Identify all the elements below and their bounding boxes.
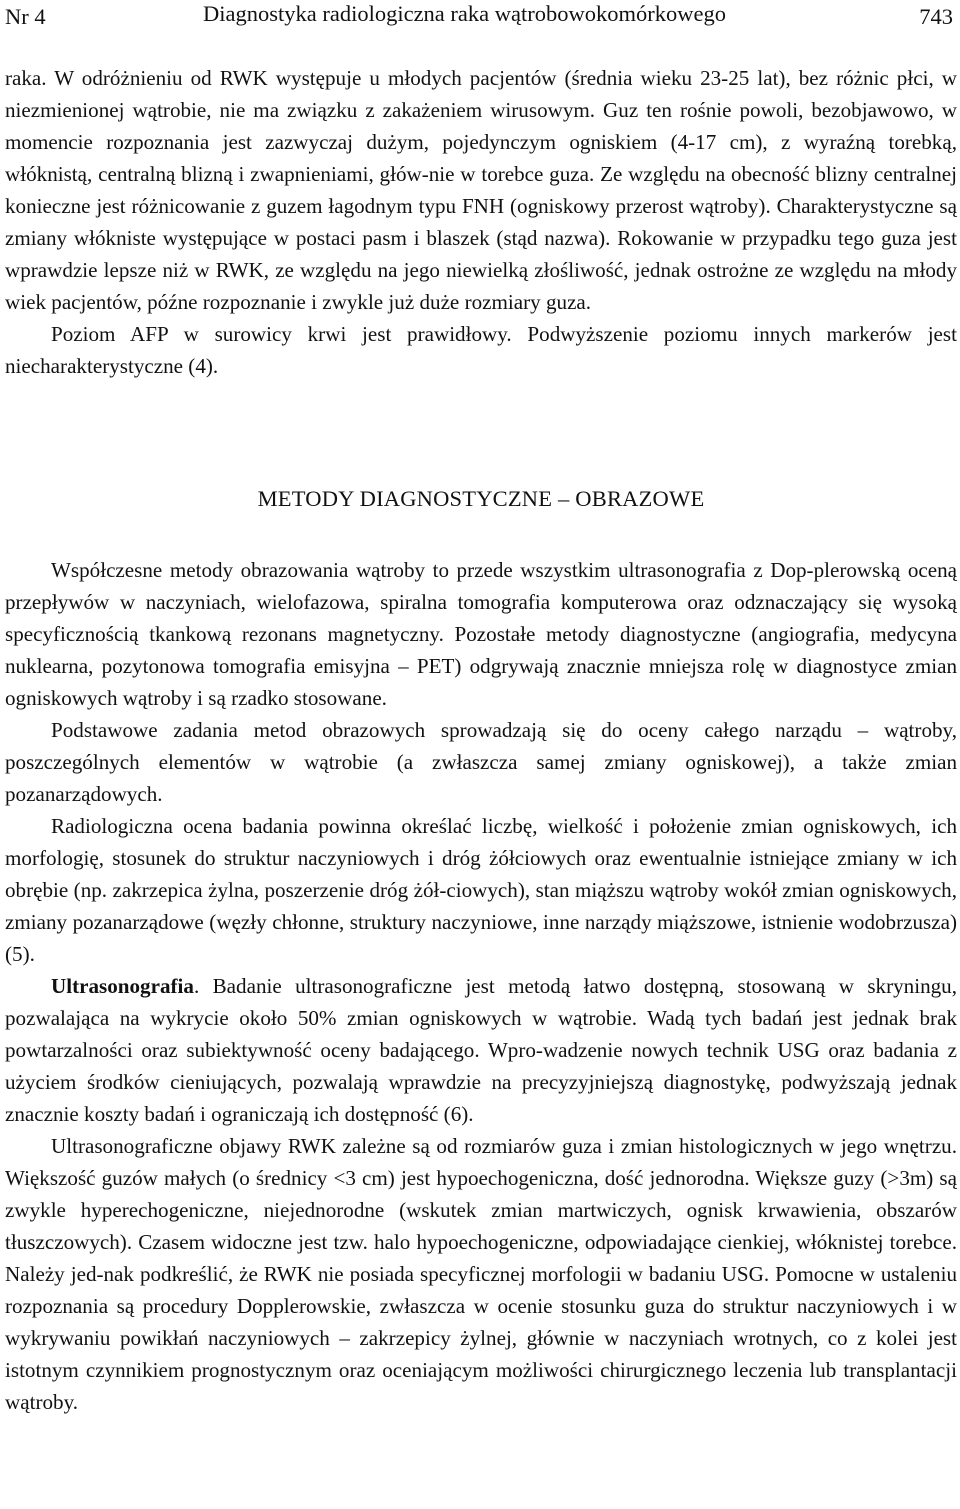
- section-2-body: [5, 554, 957, 1418]
- page-header: [5, 0, 955, 44]
- paragraph-4: Podstawowe zadania metod obrazowych sprowadzają się do oceny całego narządu – wątroby, poszczególnych elementów w wątrobie (a zwłaszcza samej zmiany ogniskowej), a także zmian pozanarządowych.: [5, 718, 957, 806]
- section-1-body: [5, 62, 957, 382]
- issue-number: Nr 4: [5, 4, 46, 29]
- paragraph-6-text: . Badanie ultrasonograficzne jest metodą łatwo dostępną, stosowaną w skryningu, pozwalająca na wykrycie około 50% zmian ogniskowych w wątrobie. Wadą tych badań jest jednak brak powtarzalności oraz subiektywność oceny badającego. Wpro-wadzenie nowych technik USG oraz badania z użyciem środków cieniujących, pozwalają wprawdzie na precyzyjniejszą diagnostykę, podwyższają jednak znacznie koszty badań i ograniczają ich dostępność (6).: [5, 974, 957, 1126]
- paragraph-7: Ultrasonograficzne objawy RWK zależne są od rozmiarów guza i zmian histologicznych w jego wnętrzu. Większość guzów małych (o średnicy <3 cm) jest hypoechogeniczna, dość jednorodna. Większe guzy (>3m) są zwykle hyperechogeniczne, niejednorodne (wskutek zmian martwiczych, ognisk krwawienia, obszarów tłuszczowych). Czasem widoczne jest tzw. halo hypoechogeniczne, odpowiadające cienkiej, włóknistej torebce. Należy jed-nak podkreślić, że RWK nie posiada specyficznej morfologii w badaniu USG. Pomocne w ustaleniu rozpoznania są procedury Dopplerowskie, zwłaszcza w ocenie stosunku guza do struktur naczyniowych i w wykrywaniu powikłań naczyniowych – zakrzepicy żylnej, głównie w naczyniach wrotnych, co z kolei jest istotnym czynnikiem prognostycznym oraz oceniającym możliwości chirurgicznego leczenia lub transplantacji wątroby.: [5, 1134, 957, 1414]
- paragraph-3: Współczesne metody obrazowania wątroby to przede wszystkim ultrasonografia z Dop-plerowską oceną przepływów w naczyniach, wielofazowa, spiralna tomografia komputerowa oraz odznaczający się wysoką specyficznością tkankową rezonans magnetyczny. Pozostałe metody diagnostyczne (angiografia, medycyna nuklearna, pozytonowa tomografia emisyjna – PET) odgrywają znacznie mniejsza rolę w diagnostyce zmian ogniskowych wątroby i są rzadko stosowane.: [5, 558, 957, 710]
- paragraph-2: Poziom AFP w surowicy krwi jest prawidłowy. Podwyższenie poziomu innych markerów jest niecharakterystyczne (4).: [5, 322, 957, 378]
- section-title: METODY DIAGNOSTYCZNE – OBRAZOWE: [257, 486, 705, 511]
- running-title: Diagnostyka radiologiczna raka wątrobowokomórkowego: [203, 1, 726, 26]
- paragraph-6: [5, 970, 957, 1130]
- paragraph-1: raka. W odróżnieniu od RWK występuje u młodych pacjentów (średnia wieku 23-25 lat), bez różnic płci, w niezmienionej wątrobie, nie ma związku z zakażeniem wirusowym. Guz ten rośnie powoli, bezobjawowo, w momencie rozpoznania jest zazwyczaj dużym, pojedynczym ogniskiem (4-17 cm), z wyraźną torebką, włóknistą, centralną blizną i zwapnieniami, głów-nie w torebce guza. Ze względu na obecność blizny centralnej konieczne jest różnicowanie z guzem łagodnym typu FNH (ogniskowy przerost wątroby). Charakterystyczne są zmiany włókniste występujące w postaci pasm i blaszek (stąd nazwa). Rokowanie w przypadku tego guza jest wprawdzie lepsze niż w RWK, ze względu na jego niewielką złośliwość, jednak ostrożne ze względu na młody wiek pacjentów, późne rozpoznanie i zwykle już duże rozmiary guza.: [5, 66, 957, 314]
- subsection-heading: Ultrasonografia: [51, 974, 194, 998]
- page-number: 743: [919, 4, 953, 29]
- document-page: [5, 0, 957, 1414]
- paragraph-5: Radiologiczna ocena badania powinna określać liczbę, wielkość i położenie zmian ogniskowych, ich morfologię, stosunek do struktur naczyniowych i dróg żółciowych oraz ewentualnie istniejące zmiany w ich obrębie (np. zakrzepica żylna, poszerzenie dróg żół-ciowych), stan miąższu wątroby wokół zmian ogniskowych, zmiany pozanarządowe (węzły chłonne, struktury naczyniowe, inne narządy miąższowe, istnienie wodobrzusza) (5).: [5, 814, 957, 966]
